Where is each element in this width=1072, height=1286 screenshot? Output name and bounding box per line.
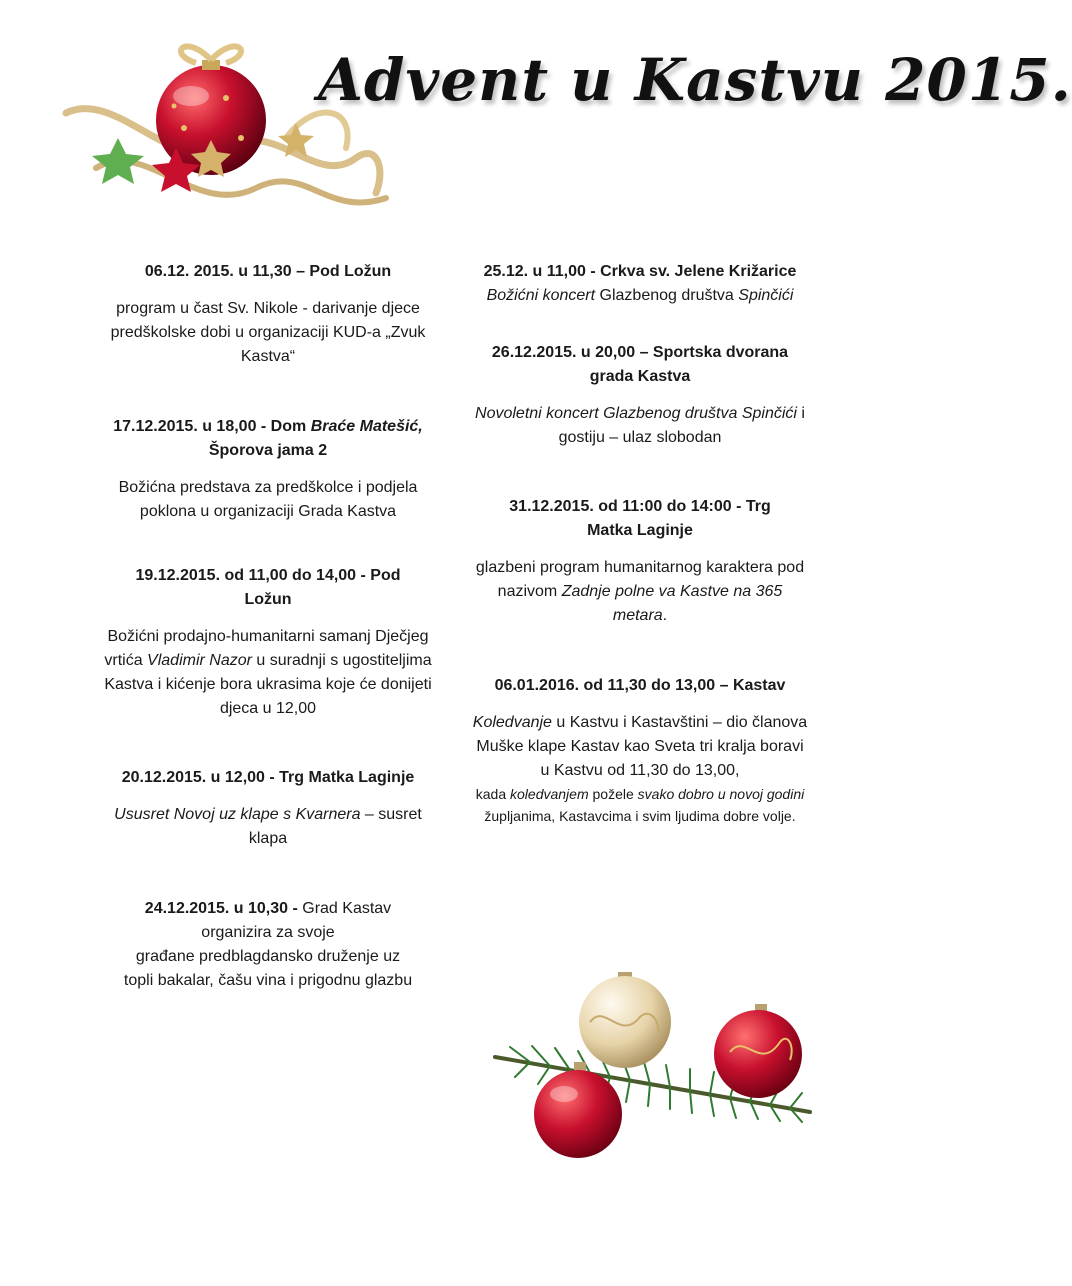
event-venue-name: Ložun	[244, 591, 292, 608]
event-title: Ususret Novoj uz klape s Kvarnera	[114, 806, 361, 823]
event-date-location: 25.12. u 11,00 - Crkva sv. Jelene Križarice	[483, 263, 797, 280]
event-organizer: Grad Kastav	[302, 900, 392, 917]
event-description-small	[470, 783, 810, 827]
event-date-text: 26.12.2015. u 20,00 – Sportska dvorana	[491, 344, 789, 361]
event-title: Božićni koncert	[486, 287, 596, 304]
event-date-text: 31.12.2015. od 11:00 do 14:00 - Trg	[509, 498, 771, 515]
event-description-text: .	[662, 607, 668, 624]
event-date-location	[470, 341, 810, 389]
event-venue-address: Šporova jama 2	[208, 442, 328, 459]
event-item	[470, 674, 810, 827]
event-description-text: građane predblagdansko druženje uz	[135, 948, 401, 965]
event-description-text: glazbeni program humanitarnog karaktera pod nazivom	[475, 559, 805, 600]
event-description-text: i gostiju – ulaz slobodan	[558, 405, 805, 446]
event-description-text: organizira za svoje	[201, 924, 335, 941]
event-date-location	[100, 564, 436, 612]
event-date-text: 19.12.2015. od 11,00 do 14,00 - Pod	[135, 567, 401, 584]
event-date-location	[470, 495, 810, 543]
event-description-text: u suradnji s ugostiteljima Kastva i kićenje bora ukrasima koje će donijeti djeca u 12,00	[104, 652, 432, 717]
event-title: Zadnje polne va Kastve na 365 metara	[561, 583, 783, 624]
event-title: Novoletni koncert Glazbenog društva Spinčići	[475, 405, 797, 422]
event-description	[470, 556, 810, 628]
event-description-text: topli bakalar, čašu vina i prigodnu glazbu	[123, 972, 413, 989]
event-date-location: 20.12.2015. u 12,00 - Trg Matka Laginje	[121, 769, 415, 786]
event-item	[470, 260, 810, 308]
event-wish: svako dobro u novoj godini	[637, 786, 805, 802]
event-description: Božićna predstava za predškolce i podjela poklona u organizaciji Grada Kastva	[118, 479, 418, 520]
page-title: Advent u Kastvu 2015.	[318, 46, 1072, 114]
event-item	[470, 495, 810, 628]
events-right-column	[470, 258, 810, 827]
events-left-column	[100, 258, 436, 993]
event-date-location	[100, 415, 436, 463]
event-description	[470, 284, 810, 308]
event-description-text: – susret klapa	[248, 806, 422, 847]
ensemble-name: Spinčići	[738, 287, 794, 304]
event-description	[100, 803, 436, 851]
event-venue-name: grada Kastva	[589, 368, 691, 385]
event-description-text: kada	[475, 786, 511, 802]
event-description	[470, 402, 810, 450]
kindergarten-name: Vladimir Nazor	[147, 652, 252, 669]
event-date-location: 06.01.2016. od 11,30 do 13,00 – Kastav	[494, 677, 786, 694]
event-item	[100, 415, 436, 524]
event-term: koledvanjem	[510, 786, 589, 802]
event-title: Koledvanje	[472, 714, 552, 731]
event-description	[100, 625, 436, 721]
event-description-text: u Kastvu i Kastavštini – dio članova Muške klape Kastav kao Sveta tri kralja boravi u Kastvu od 11,30 do 13,00,	[476, 714, 808, 779]
event-item	[470, 341, 810, 450]
event-date-location: 24.12.2015. u 10,30 -	[144, 900, 303, 917]
event-description-text: Glazbenog društva	[595, 287, 739, 304]
event-item	[100, 564, 436, 721]
event-description	[470, 711, 810, 783]
event-date-text: 17.12.2015. u 18,00 - Dom	[113, 418, 311, 435]
event-description-text: Božićni prodajno-humanitarni samanj Dječjeg vrtića	[104, 628, 429, 669]
event-description	[100, 897, 436, 993]
event-description-text: župljanima, Kastavcima i svim ljudima dobre volje.	[484, 808, 796, 824]
event-venue-name: Matka Laginje	[587, 522, 693, 539]
event-description-text: požele	[588, 786, 638, 802]
event-item	[100, 897, 436, 993]
event-venue-name: Braće Matešić,	[310, 418, 423, 435]
event-item	[100, 260, 436, 369]
event-description: program u čast Sv. Nikole - darivanje djece predškolske dobi u organizaciji KUD-a „Zvuk Kastva“	[110, 300, 426, 365]
event-item	[100, 766, 436, 851]
christmas-baubles-pine-icon	[490, 962, 820, 1172]
event-date-location: 06.12. 2015. u 11,30 – Pod Ložun	[144, 263, 392, 280]
